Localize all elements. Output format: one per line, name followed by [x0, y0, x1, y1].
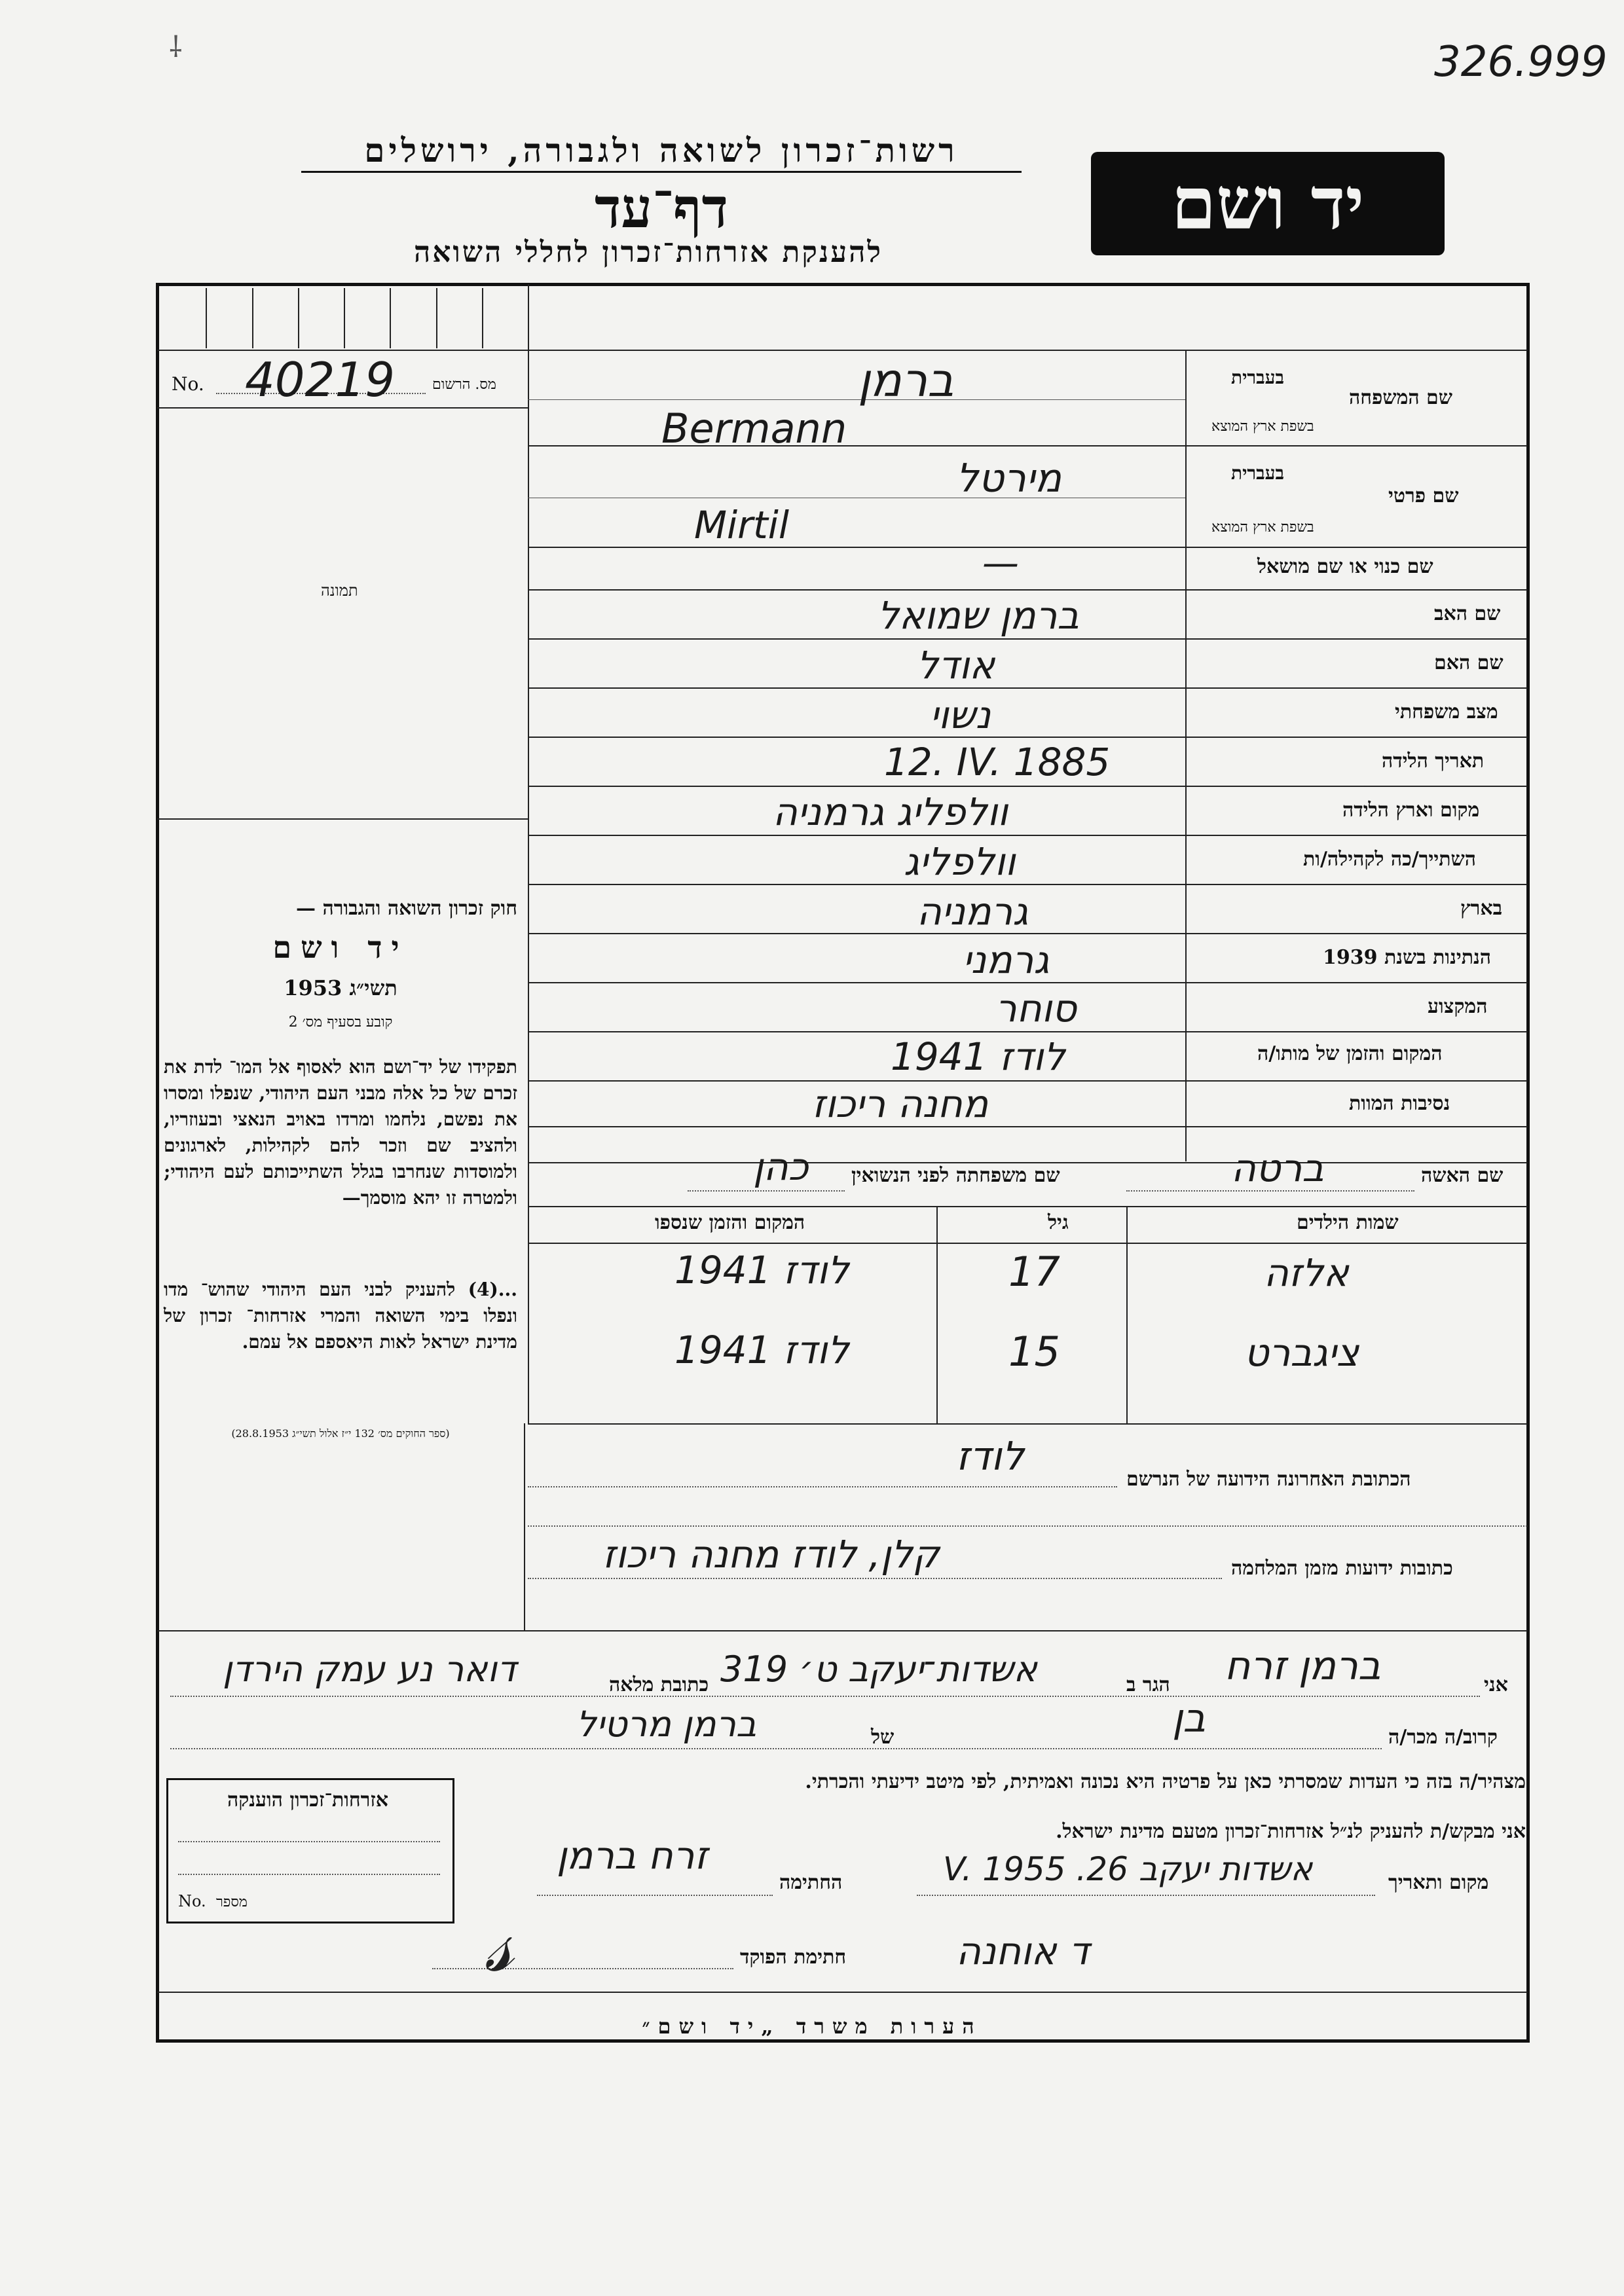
- declaration-text: מצהיר/ה בזה כי העדות שמסרתי כאן על פרטיה היא נכונה ואמיתית, לפי מיטב ידיעתי והכרתי.: [805, 1770, 1526, 1793]
- value-marital: נשוי: [930, 693, 991, 737]
- label-age: גיל: [1048, 1211, 1069, 1234]
- value-community: וולפליג: [904, 839, 1016, 884]
- registration-cells: [161, 288, 528, 348]
- label-mother: שם האם: [1434, 651, 1504, 674]
- label-in-hebrew-2: בעברית: [1231, 462, 1285, 484]
- page-subtitle: להענקת אזרחות־זכרון לחללי השואה: [413, 236, 883, 269]
- law-text-1: תפקידו של יד־ושם הוא לאסוף אל המו־ לדת את זכרם של כל אלה מבני העם היהודי, שנפלו ומסרו את נפשם, נלחמו ומרדו באויב הנאצי ובעוזריו, ולהציב שם וזכר להם לקהילות, לארגונים ולמוסדות שנחרבו בגלל השתייכותם לעם היהודי; ולמטרה זו יהא מוסמך—: [164, 1056, 517, 1209]
- value-birth-place: וולפליג גרמניה: [773, 790, 1008, 834]
- value-wife: ברטה: [1231, 1146, 1324, 1190]
- label-place-time-died: המקום והזמן שנספו: [655, 1211, 805, 1234]
- value-birth-date: 12. IV. 1885: [884, 740, 1111, 784]
- value-residence: אשדות־יעקב ט׳ 319: [720, 1649, 1037, 1690]
- child-1-place-time: לודז 1941: [674, 1248, 849, 1292]
- label-relative: קרוב/ה מכר/ה: [1388, 1726, 1498, 1749]
- value-full-address: דואר נע עמק הירדן: [223, 1649, 517, 1690]
- value-maiden-name: כהן: [753, 1144, 809, 1189]
- value-declarant: ברמן זרח: [1225, 1643, 1381, 1689]
- label-full-address: כתובת מלאה: [609, 1673, 709, 1696]
- registration-no-label: No.: [172, 373, 204, 395]
- label-origin-lang-2: בשפת ארץ המוצא: [1211, 519, 1314, 536]
- value-family-he: ברמן: [858, 354, 954, 407]
- yad-vashem-logo: יד ושם: [1091, 152, 1445, 255]
- certificate-no-he: מספר: [216, 1894, 248, 1910]
- child-2-name: ציגברט: [1244, 1330, 1359, 1375]
- child-2-place-time: לודז 1941: [674, 1328, 849, 1372]
- label-wife: שם האשה: [1421, 1164, 1504, 1187]
- photo-label: תמונה: [321, 581, 358, 600]
- label-death-circumstances: נסיבות המוות: [1349, 1092, 1450, 1115]
- value-profession: סוחר: [995, 986, 1077, 1030]
- law-section: קובע בסעיף מס׳ 2: [288, 1014, 393, 1030]
- office-notes-label: הערות משרד „יד ושם״: [642, 2014, 982, 2039]
- label-marital: מצב משפחתי: [1395, 701, 1498, 723]
- label-signature: החתימה: [779, 1871, 843, 1894]
- certificate-box-title: אזרחות־זכרון הוענקה: [227, 1789, 389, 1812]
- label-in-hebrew-1: בעברית: [1231, 367, 1285, 388]
- child-2-age: 15: [1008, 1328, 1060, 1376]
- archive-stamp-number: 326.999: [1434, 38, 1608, 86]
- law-text-2: ...(4) להעניק לבני העם היהודי שהוש־ מדו ונפלו בימי השואה והמרי אזרחות־ זכרון של מדינת ישראל לאות היאספם אל עמם.: [164, 1279, 517, 1353]
- child-1-age: 17: [1008, 1248, 1060, 1296]
- value-death-place-time: לודז 1941: [891, 1034, 1065, 1079]
- label-citizenship: הנתינות בשנת 1939: [1323, 946, 1492, 969]
- page-title: דף־עד: [594, 175, 728, 240]
- registration-he-label: מס. הרשום: [432, 376, 496, 393]
- law-title: חוק זכרון השואה והגבורה —: [296, 897, 517, 920]
- value-first-latin: Mirtil: [694, 503, 789, 547]
- officer-scribble: 𝓈: [485, 1899, 514, 1990]
- value-relation-of: ברמן מרטיל: [576, 1704, 757, 1745]
- law-citation: (ספר החוקים מס׳ 132 י״ז אלול תשי״ג 28.8.1953): [231, 1427, 450, 1440]
- authority-line: רשות־זכרון לשואה ולגבורה, ירושלים: [301, 131, 1022, 173]
- value-nickname: —: [982, 542, 1019, 585]
- label-of: של: [871, 1726, 895, 1749]
- label-war-addresses: כתובות ידועות מזמן המלחמה: [1231, 1557, 1453, 1580]
- certificate-no-en: No.: [178, 1892, 206, 1910]
- law-name: יד ושם: [272, 930, 409, 965]
- request-text: אני מבקש/ת להעניק לנ״ל אזרחות־זכרון מטעם מדינת ישראל.: [1056, 1820, 1526, 1843]
- label-profession: המקצוע: [1428, 995, 1488, 1018]
- label-death-place-time: המקום והזמן של מותו/ה: [1257, 1042, 1443, 1065]
- value-officer-signature: ד אוחנה: [956, 1929, 1090, 1973]
- label-country: בארץ: [1460, 897, 1503, 920]
- label-birth-date: תאריך הלידה: [1382, 750, 1485, 773]
- value-citizenship: גרמני: [963, 938, 1050, 982]
- label-family-name: שם המשפחה: [1349, 386, 1453, 409]
- value-mother: אודל: [917, 643, 995, 687]
- value-father: ברמן שמואל: [877, 593, 1079, 638]
- label-maiden-name: שם משפחתה לפני הנשואין: [851, 1164, 1060, 1187]
- value-death-circumstances: מחנה ריכוז: [812, 1082, 989, 1126]
- value-place-date: אשדות יעקב 26. V. 1955: [943, 1850, 1313, 1888]
- label-i-am: אני: [1484, 1673, 1508, 1696]
- value-signature: זרח ברמן: [557, 1833, 708, 1878]
- value-war-addresses: קלן, לודז מחנה ריכוז: [602, 1532, 940, 1576]
- label-officer-signature: חתימת הפוקד: [740, 1946, 847, 1969]
- label-first-name: שם פרטי: [1388, 484, 1459, 507]
- value-family-latin: Bermann: [661, 405, 847, 452]
- label-father: שם האב: [1434, 602, 1501, 625]
- label-place-date: מקום ותאריך: [1388, 1871, 1489, 1894]
- label-nickname: שם כנוי או שם מושאל: [1257, 555, 1433, 578]
- value-relation: בן: [1172, 1696, 1206, 1741]
- label-birth-place: מקום וארץ הלידה: [1342, 799, 1480, 822]
- registration-number: 40219: [245, 352, 396, 407]
- label-origin-lang-1: בשפת ארץ המוצא: [1211, 418, 1314, 435]
- value-last-address: לודז: [956, 1434, 1024, 1480]
- value-first-he: מירטל: [956, 456, 1062, 501]
- label-last-address: הכתובת האחרונה הידועה של הנרשם: [1126, 1468, 1411, 1491]
- corner-mark: ⸸: [169, 31, 183, 64]
- label-children-names: שמות הילדים: [1297, 1211, 1399, 1234]
- label-residing-in: הגר ב: [1126, 1673, 1170, 1696]
- label-community: השתייך/כה לקהילה/ות: [1303, 848, 1477, 871]
- child-1-name: אלזה: [1264, 1250, 1349, 1295]
- value-country: גרמניה: [917, 889, 1029, 934]
- law-year: תשי״ג 1953: [284, 975, 397, 1000]
